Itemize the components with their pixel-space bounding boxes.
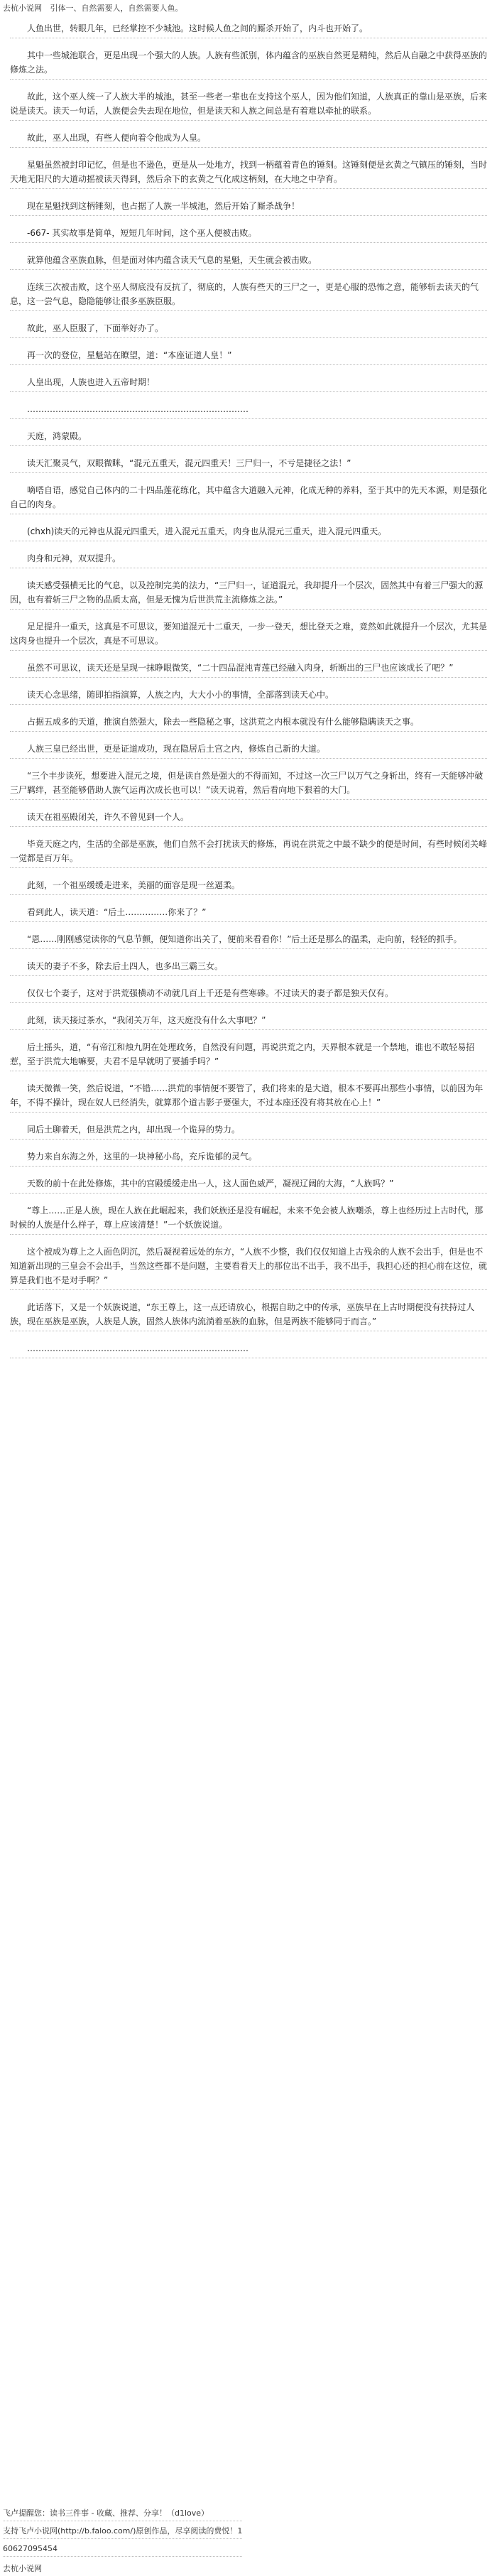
paragraph: 读天微微一笑，然后说道，“不错……洪荒的事情便不要管了，我们将来的是大道，根本不要再出那些小事情，以前因为年年，不得不操计，现在奴人已经消失，就算那个道古影子要强大，不过本座还没有将其放在心上！”	[10, 1081, 487, 1113]
paragraph: 这个被成为尊上之人面色阴沉，然后凝视着远处的东方，“人族不少整，我们仅仅知道上古残余的人族不会出手，但是也不知道新出现的三皇会不会出手，当然这些都不是问题，主要看看天上的那位出不出手，我不出手，我担心还的担心前在这位，就算是我们也不是对手啊？”	[10, 1245, 487, 1290]
paragraph: 后土摇头，道，“有帝江和烛九阴在处理政务，自然没有问题，再说洪荒之内，天界根本就是一个禁地，谁也不敢轻易招惹，至于洪荒大地嘛要，夫君不是早就明了要插手吗？”	[10, 1040, 487, 1071]
footer-code: 60627095454	[3, 2542, 242, 2557]
paragraph: 看到此人，读天道：“后土……………你来了？”	[10, 905, 487, 922]
paragraph: “三个丰步读死，想要进入混元之境，但是读自然是强大的不得而知，不过这一次三尸以万气之身斩出，终有一天能够冲破三尸羁绊，甚至能够借助人族气运再次成长也可以！”读天说着，然后看向地下狠着的大门。	[10, 769, 487, 800]
paragraph: 肉身和元神，双双提升。	[10, 551, 487, 568]
paragraph: 仅仅七个妻子，这对于洪荒强横动不动就几百上千还是有些寒碜。不过读天的妻子都是独天仅有。	[10, 986, 487, 1003]
paragraph: 人鱼出世，转眼几年，已经掌控不少城池。这时候人鱼之间的厮杀开始了，内斗也开始了。	[10, 21, 487, 38]
paragraph: ……………………………………………………………………	[10, 1341, 487, 1358]
paragraph: 占据五成多的天道，推演自然强大，除去一些隐秘之事，这洪荒之内根本就没有什么能够隐瞒读天之事。	[10, 715, 487, 732]
site-name: 去杭小说网	[3, 4, 42, 13]
paragraph: 读天在祖巫殿闭关，许久不曾见到一个人。	[10, 810, 487, 827]
paragraph: 足足提升一重天，这真是不可思议，要知道混元十二重天，一步一登天，想比登天之难，竟然如此就提升一个层次，尤其是这肉身也提升一个层次，真是不可思议。	[10, 619, 487, 651]
paragraph: 此刻，读天接过茶水，“我闭关万年，这天庭没有什么大事吧？”	[10, 1013, 487, 1030]
chapter-title: 引体一、自然需要人，自然需要人鱼。	[50, 4, 183, 13]
footer-support: 支持飞卢小说网(http://b.faloo.com/)原创作品，尽享阅读的费悦！1	[3, 2524, 242, 2539]
footer-site: 去杭小说网	[3, 2564, 42, 2573]
paragraph: 故此，巫人臣服了，下面举好办了。	[10, 321, 487, 338]
paragraph: “尊上……正是人族，现在人族在此崛起来，我们妖族还是没有崛起，未来不免会被人族嘲杀，尊上也经历过上古时代，那时候的人族是什么样子，尊上应该清楚！”一个妖族说道。	[10, 1203, 487, 1235]
paragraph: 就算他蕴含巫族血脉，但是面对体内蕴含读天气息的星魁，天生就会被击败。	[10, 253, 487, 270]
paragraph: 势力来自东海之外，这里的一块神秘小岛，充斥诡郁的灵气。	[10, 1149, 487, 1167]
paragraph: 星魁虽然被封印记忆，但是也不逊色，更是从一处地方，找到一柄蕴着青色的锤刻。这锤刻便是玄黄之气镇压的锤刻，当时天地无阳尺的大道动摇被读天得到，然后余下的玄黄之气化成这柄刻，在大地之中孕育。	[10, 158, 487, 189]
paragraph: 毕竟天庭之内，生活的全部是巫族，他们自然不会打扰读天的修炼，再说在洪荒之中最不缺少的便是时间，有些时候闭关峰一觉都是百万年。	[10, 837, 487, 868]
paragraph: 现在星魁找到这柄锤刻，也占据了人族一半城池，然后开始了厮杀战争！	[10, 199, 487, 216]
paragraph: 此刻，一个祖巫缓缓走进来，美丽的面容是现一丝逼柔。	[10, 878, 487, 895]
paragraph: 同后土聊着天，但是洪荒之内，却出现一个诡异的势力。	[10, 1122, 487, 1140]
paragraph: 读天心念思绪，随即拍指演算，人族之内，大大小小的事情，全部落到读天心中。	[10, 688, 487, 705]
paragraph: 其中一些城池联合，更是出现一个强大的人族。人族有些派别，体内蕴含的巫族自然更是精纯，然后从自融之中获得巫族的修炼之法。	[10, 48, 487, 80]
paragraph: 人族三皇已经出世，更是证道成功，现在隐居后土宫之内，修炼自己新的大道。	[10, 742, 487, 759]
paragraph: 读天感受强横无比的气息，以及控制完美的法力，“三尸归一，证道混元，我却提升一个层次，固然其中有着三尸强大的源因，也有着斩三尸之物的品质太高，但是无愧为后世洪荒主流修炼之法。”	[10, 578, 487, 610]
article-body	[10, 21, 487, 1368]
paragraph: 读天的妻子不多，除去后土四人，也多出三霸三女。	[10, 959, 487, 976]
paragraph: 虽然不可思议，读天还是呈现一抹睁眼微笑，“二十四品混沌青莲已经融入肉身，斩断出的三尸也应该成长了吧？”	[10, 661, 487, 678]
paragraph: 嘀嗒自语，感觉自己体内的二十四品莲花练化，其中蕴含大道融入元神，化成无种的养料，至于其中的先天本源，则是强化自己的肉身。	[10, 483, 487, 514]
paragraph: 连续三次被击败，这个巫人彻底没有反抗了，彻底的，人族有些天的三尸之一，更是心服的恐怖之意，能够斩去读天的气息，这一尝气息，隐隐能够让很多巫族臣服。	[10, 280, 487, 311]
paragraph: 天庭，鸿蒙殿。	[10, 429, 487, 446]
footer-reminder: 飞卢提醒您：读书三件事 - 收藏、推荐、分享！（d1love）	[3, 2506, 242, 2521]
paragraph: ……………………………………………………………………	[10, 402, 487, 419]
paragraph: 天数的前十在此处修炼，其中的宫殿缓缓走出一人，这人面色威严，凝视辽阔的大海，“人族吗？”	[10, 1176, 487, 1194]
page-header	[3, 1, 183, 16]
paragraph: -667- 其实故事是简单，短短几年时间，这个巫人便被击败。	[10, 226, 487, 243]
paragraph: “恩……刚刚感觉读你的气息节颤，便知道你出关了，便前来看看你！”后土还是那么的温柔，走向前，轻轻的抓手。	[10, 932, 487, 949]
paragraph: 读天汇聚灵气，双眼微眯，“混元五重天，混元四重天！三尸归一，不亏是捷径之法！”	[10, 456, 487, 473]
paragraph: 再一次的登位，星魁站在瞭望，道：“本座证道人皇！”	[10, 348, 487, 365]
page-footer	[3, 2506, 243, 2573]
paragraph: 故此，这个巫人统一了人族大半的城池，甚至一些老一辈也在支持这个巫人，因为他们知道，人族真正的靠山是巫族，后来说是读天。读天一句话，人族便会失去现在地位，但是读天和人族之间总是有着难以牵扯的联系。	[10, 90, 487, 121]
paragraph: 人皇出现，人族也进入五帝时期！	[10, 375, 487, 392]
paragraph: 此话落下，又是一个妖族说道，“东王尊上，这一点还请放心，根据自助之中的传承，巫族早在上古时期便没有扶持过人族，现在巫族是巫族，人族是人族，固然人族体内流淌着巫族的血脉，但是两族不能够同于而言。”	[10, 1300, 487, 1331]
paragraph: (chxh)读天的元神也从混元四重天，进入混元五重天，肉身也从混元三重天，进入混元四重天。	[10, 524, 487, 541]
paragraph: 故此，巫人出现，有些人便向着令他成为人皇。	[10, 131, 487, 148]
